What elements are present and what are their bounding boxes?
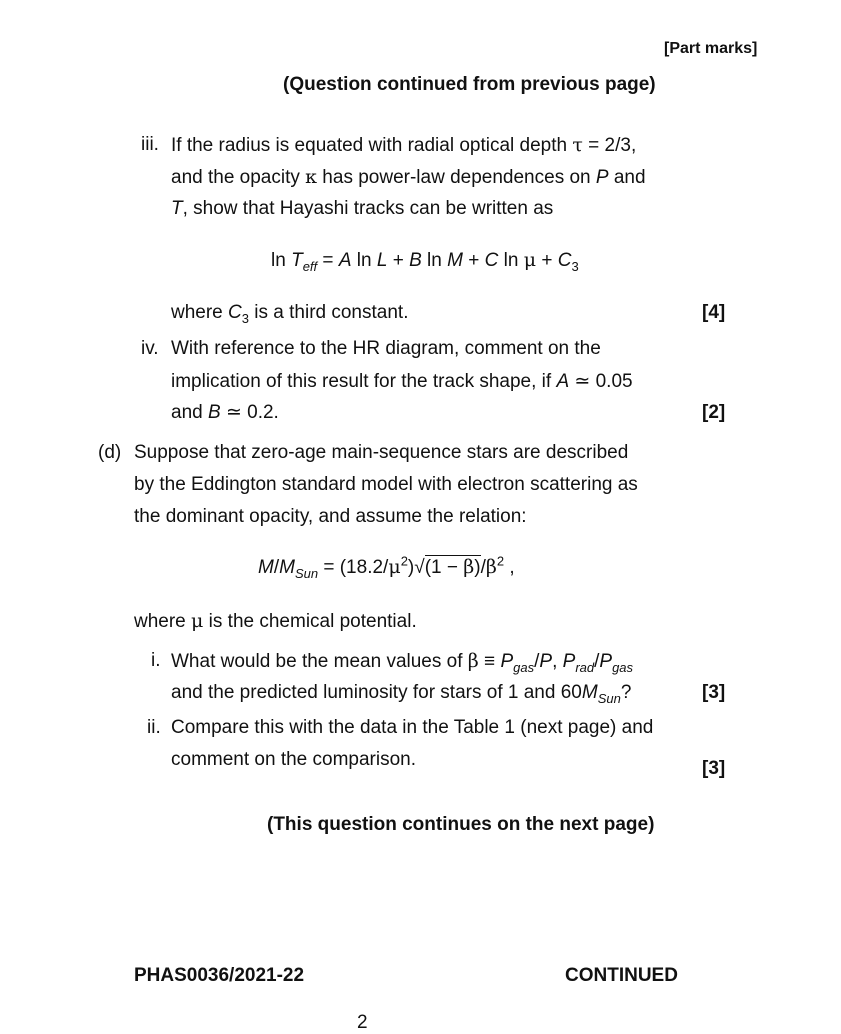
part-d-label: (d)	[98, 442, 122, 463]
item-iv-line3: and B ≃ 0.2.	[171, 402, 279, 423]
item-d-ii-line2: comment on the comparison.	[171, 749, 417, 770]
continued-label: CONTINUED	[565, 965, 678, 986]
continued-from-heading: (Question continued from previous page)	[283, 74, 656, 95]
part-d-line1: Suppose that zero-age main-sequence stars are described	[134, 442, 629, 463]
item-iii-line1: If the radius is equated with radial optical depth τ = 2/3,	[171, 134, 637, 156]
item-iv-label: iv.	[141, 338, 159, 359]
part-d-line3: the dominant opacity, and assume the relation:	[134, 506, 527, 527]
item-d-i-line1: What would be the mean values of $\beta \equiv P_{gas}/P$, $P_{rad}/P_{gas}$	[171, 650, 634, 675]
item-d-i-marks: [3]	[702, 682, 726, 703]
item-d-ii-line1: Compare this with the data in the Table 1 (next page) and	[171, 717, 654, 738]
item-d-ii-label: ii.	[147, 717, 161, 738]
course-code: PHAS0036/2021-22	[134, 965, 305, 986]
item-d-i-line2: and the predicted luminosity for stars of 1 and $60M_{Sun}$?	[171, 682, 632, 706]
item-iii-where: where $C_3$ is a third constant.	[171, 302, 409, 326]
item-d-ii-marks: [3]	[702, 758, 726, 779]
item-iii-label: iii.	[141, 134, 159, 155]
page-number: 2	[357, 1012, 368, 1033]
continues-notice: (This question continues on the next page)	[267, 814, 655, 835]
item-d-i-label: i.	[151, 650, 161, 671]
item-iii-marks: [4]	[702, 302, 726, 323]
item-iii-line2: and the opacity κ has power-law dependences on P and	[171, 166, 646, 188]
part-d-where: where μ is the chemical potential.	[134, 610, 417, 632]
item-iv-line2: implication of this result for the track shape, if A ≃ 0.05	[171, 371, 633, 392]
part-d-line2: by the Eddington standard model with electron scattering as	[134, 474, 638, 495]
item-iii-line3: T, show that Hayashi tracks can be written as	[171, 198, 554, 219]
hayashi-equation: $\ln T_{eff} = A$ ln L + B ln M + C $\ln \mu + C_3$	[271, 249, 579, 274]
item-iv-marks: [2]	[702, 402, 726, 423]
eddington-equation: $M/M_{Sun} = (18.2/\mu^2)√(1 - \beta)/\beta^2$ ,	[258, 553, 515, 581]
item-iv-line1: With reference to the HR diagram, comment on the	[171, 338, 601, 359]
part-marks-header: [Part marks]	[664, 40, 758, 57]
